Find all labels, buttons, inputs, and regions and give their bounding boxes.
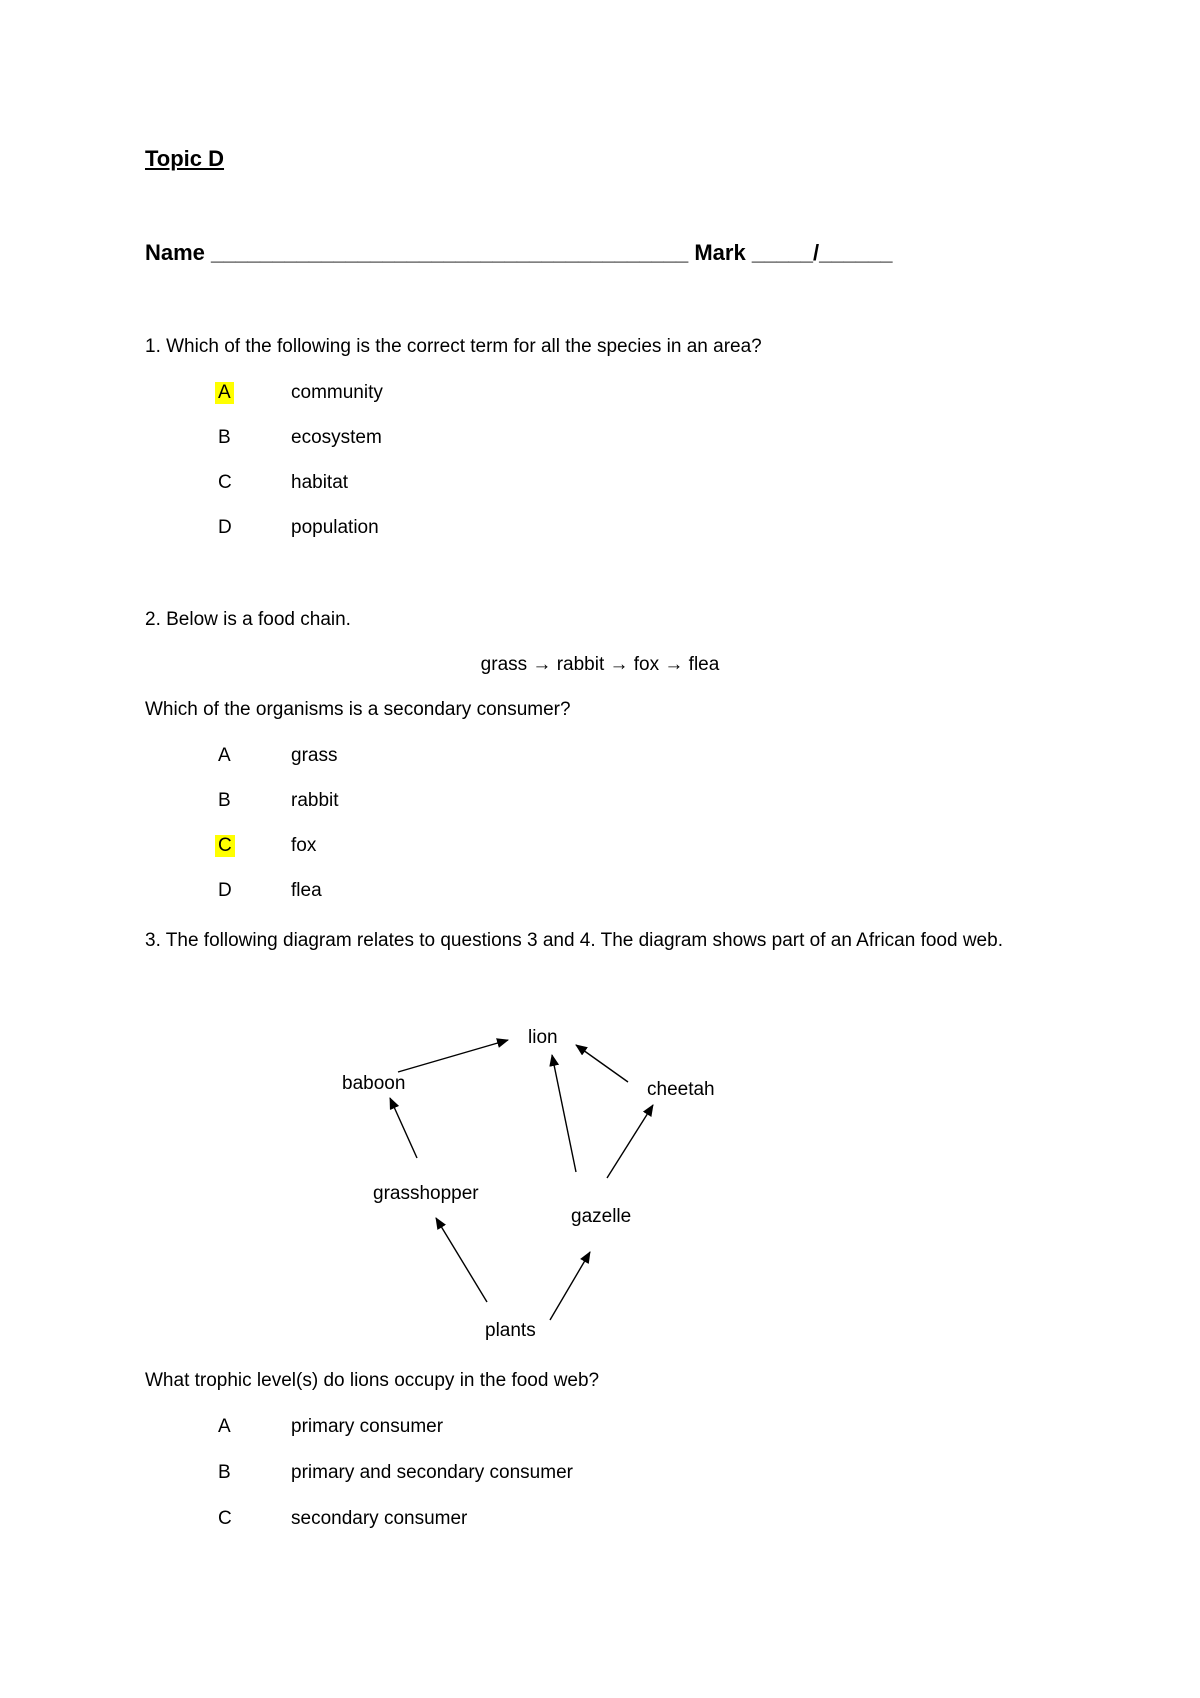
name-blank[interactable]: _______________________________________ — [211, 240, 689, 265]
arrow-plants-to-grasshopper — [436, 1218, 487, 1302]
food-chain: grass → rabbit → fox → flea — [480, 654, 720, 675]
q2-option-a-letter[interactable]: A — [218, 745, 231, 766]
node-baboon: baboon — [342, 1073, 406, 1094]
q1-option-a-letter[interactable]: A — [215, 382, 234, 404]
question-2-text: 2. Below is a food chain. — [145, 609, 351, 630]
node-lion: lion — [528, 1027, 558, 1048]
q2-option-b-text: rabbit — [291, 790, 339, 811]
q3-option-c-letter[interactable]: C — [218, 1508, 232, 1529]
page-title: Topic D — [145, 146, 225, 171]
node-grasshopper: grasshopper — [373, 1183, 479, 1204]
arrow-grasshopper-to-baboon — [390, 1098, 417, 1158]
mark-label: Mark — [694, 240, 746, 265]
q3-option-a-text: primary consumer — [291, 1416, 444, 1437]
node-plants: plants — [485, 1320, 536, 1341]
mark-blank[interactable]: _____/______ — [751, 240, 893, 265]
q1-option-b-letter[interactable]: B — [218, 427, 231, 448]
q1-option-d-letter[interactable]: D — [218, 517, 232, 538]
q2-option-a-text: grass — [291, 745, 338, 766]
q3-option-b-letter[interactable]: B — [218, 1462, 231, 1483]
node-cheetah: cheetah — [647, 1079, 715, 1100]
q2-option-c-text: fox — [291, 835, 317, 856]
arrow-plants-to-gazelle — [550, 1252, 590, 1320]
q2-option-d-text: flea — [291, 880, 322, 901]
q1-option-d-text: population — [291, 517, 379, 538]
q2-option-d-letter[interactable]: D — [218, 880, 232, 901]
question-2-prompt: Which of the organisms is a secondary consumer? — [145, 699, 571, 720]
q2-option-c-letter[interactable]: C — [215, 835, 235, 857]
question-3-text: 3. The following diagram relates to questions 3 and 4. The diagram shows part of an African food web. — [145, 930, 1003, 951]
arrow-cheetah-to-lion — [576, 1045, 628, 1082]
q1-option-c-letter[interactable]: C — [218, 472, 232, 493]
q3-option-c-text: secondary consumer — [291, 1508, 468, 1529]
q1-option-c-text: habitat — [291, 472, 349, 493]
q2-option-b-letter[interactable]: B — [218, 790, 231, 811]
q3-option-a-letter[interactable]: A — [218, 1416, 231, 1437]
question-1-text: 1. Which of the following is the correct term for all the species in an area? — [145, 336, 762, 357]
arrow-baboon-to-lion — [398, 1040, 508, 1072]
q3-option-b-text: primary and secondary consumer — [291, 1462, 573, 1483]
arrow-gazelle-to-cheetah — [607, 1105, 653, 1178]
node-gazelle: gazelle — [571, 1206, 632, 1227]
q1-option-a-text: community — [291, 382, 383, 403]
q1-option-b-text: ecosystem — [291, 427, 382, 448]
question-3-prompt: What trophic level(s) do lions occupy in the food web? — [145, 1370, 600, 1391]
name-label: Name — [145, 240, 205, 265]
arrow-gazelle-to-lion — [552, 1055, 576, 1172]
